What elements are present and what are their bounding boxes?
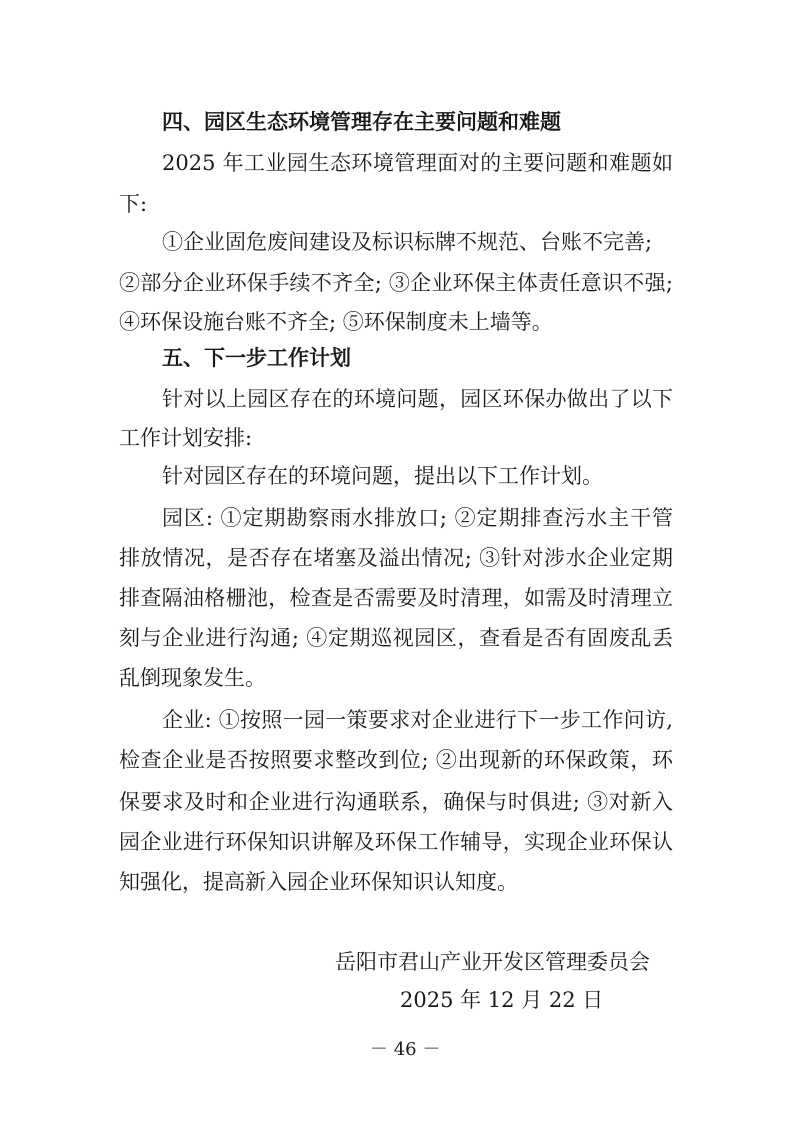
signature-date: 2025 年 12 月 22 日 [400, 988, 604, 1012]
paragraph-line: 检查企业是否按照要求整改到位; ②出现新的环保政策，环 [119, 748, 673, 772]
signature-organization: 岳阳市君山产业开发区管理委员会 [335, 950, 650, 974]
paragraph-line: ①企业固危废间建设及标识标牌不规范、台账不完善; [162, 230, 653, 254]
section-5-heading: 五、下一步工作计划 [162, 346, 351, 370]
paragraph-line: ④环保设施台账不齐全; ⑤环保制度未上墙等。 [119, 310, 553, 334]
paragraph-line: ②部分企业环保手续不齐全; ③企业环保主体责任意识不强; [119, 271, 673, 295]
section-4-heading: 四、园区生态环境管理存在主要问题和难题 [162, 110, 561, 134]
paragraph-line: 知强化，提高新入园企业环保知识认知度。 [119, 870, 518, 894]
paragraph-line: 刻与企业进行沟通; ④定期巡视园区，查看是否有固废乱丢 [119, 626, 673, 650]
paragraph-line: 针对园区存在的环境问题，提出以下工作计划。 [162, 464, 603, 488]
paragraph-line: 2025 年工业园生态环境管理面对的主要问题和难题如 [162, 151, 673, 175]
paragraph-line: 工作计划安排: [119, 426, 253, 450]
paragraph-line: 下: [119, 192, 148, 216]
paragraph-line: 排放情况，是否存在堵塞及溢出情况; ③针对涉水企业定期 [119, 546, 673, 570]
paragraph-line: 排查隔油格栅池，检查是否需要及时清理，如需及时清理立 [119, 586, 673, 610]
paragraph-line: 乱倒现象发生。 [119, 666, 266, 690]
paragraph-line: 园区: ①定期勘察雨水排放口; ②定期排查污水主干管 [162, 506, 673, 530]
paragraph-line: 园企业进行环保知识讲解及环保工作辅导，实现企业环保认 [119, 830, 673, 854]
page-number: － 46 － [370, 1039, 441, 1060]
paragraph-line: 保要求及时和企业进行沟通联系，确保与时俱进; ③对新入 [119, 790, 673, 814]
paragraph-line: 企业: ①按照一园一策要求对企业进行下一步工作问访, [162, 708, 673, 732]
paragraph-line: 针对以上园区存在的环境问题，园区环保办做出了以下 [162, 387, 673, 411]
